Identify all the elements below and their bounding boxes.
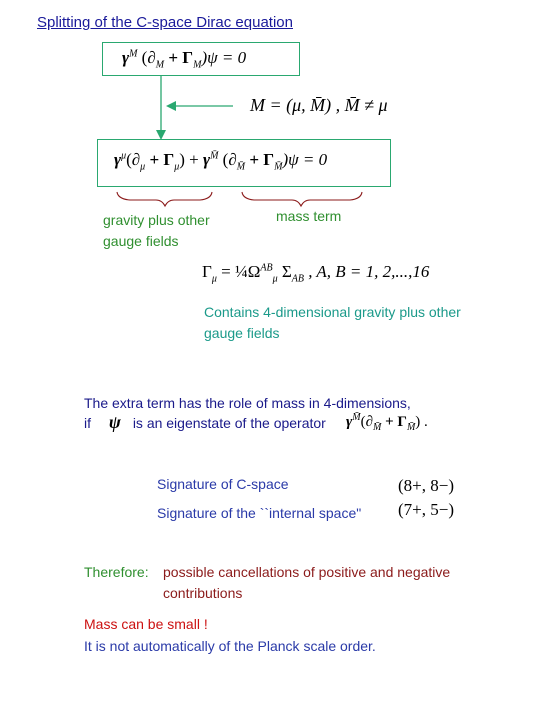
connection-equation: $\Gamma_\mu$ = $\frac{1}{4}\Omega^{AB}_\mu$ $\Sigma_{AB}$ , A, B = 1, 2,...,16 xyxy=(202,262,430,285)
therefore-label: Therefore: xyxy=(84,564,149,580)
dirac-equation: $\gamma^M$ $(\partial_M + \Gamma_M)\psi = 0$ xyxy=(122,48,247,71)
gravity-label: gravity plus other gauge fields xyxy=(103,212,210,249)
extra-term-line2: if ψ is an eigenstate of the operator xyxy=(84,412,326,432)
operator-expression: $\gamma^{M̄}(\partial_{M̄} + \Gamma_{M̄})$ . xyxy=(346,412,428,433)
signature-cspace-value: (8+, 8−) xyxy=(398,476,454,495)
mass-term-label: mass term xyxy=(276,208,342,224)
mass-small-text: Mass can be small ! xyxy=(84,616,208,632)
index-split-equation: M = (μ, M̄) , M̄ ≠ μ xyxy=(250,95,388,115)
extra-term-line1: The extra term has the role of mass in 4-dimensions, xyxy=(84,395,411,411)
signature-internal-value: (7+, 5−) xyxy=(398,500,454,519)
slide-title: Splitting of the C-space Dirac equation xyxy=(37,14,293,31)
contains-gravity-text: Contains 4-dimensional gravity plus other gauge fields xyxy=(204,304,461,341)
signature-internal-label: Signature of the ``internal space" xyxy=(157,505,362,521)
cancellation-text: possible cancellations of positive and negative contributions xyxy=(163,564,451,601)
signature-cspace-label: Signature of C-space xyxy=(157,476,289,492)
planck-scale-text: It is not automatically of the Planck scale order. xyxy=(84,638,376,654)
split-dirac-equation: $\gamma^\mu(\partial_\mu + \Gamma_\mu) + \gamma^{M̄}$ $(\partial_{M̄} + \Gamma_{M̄})\psi = 0$ xyxy=(114,150,328,173)
